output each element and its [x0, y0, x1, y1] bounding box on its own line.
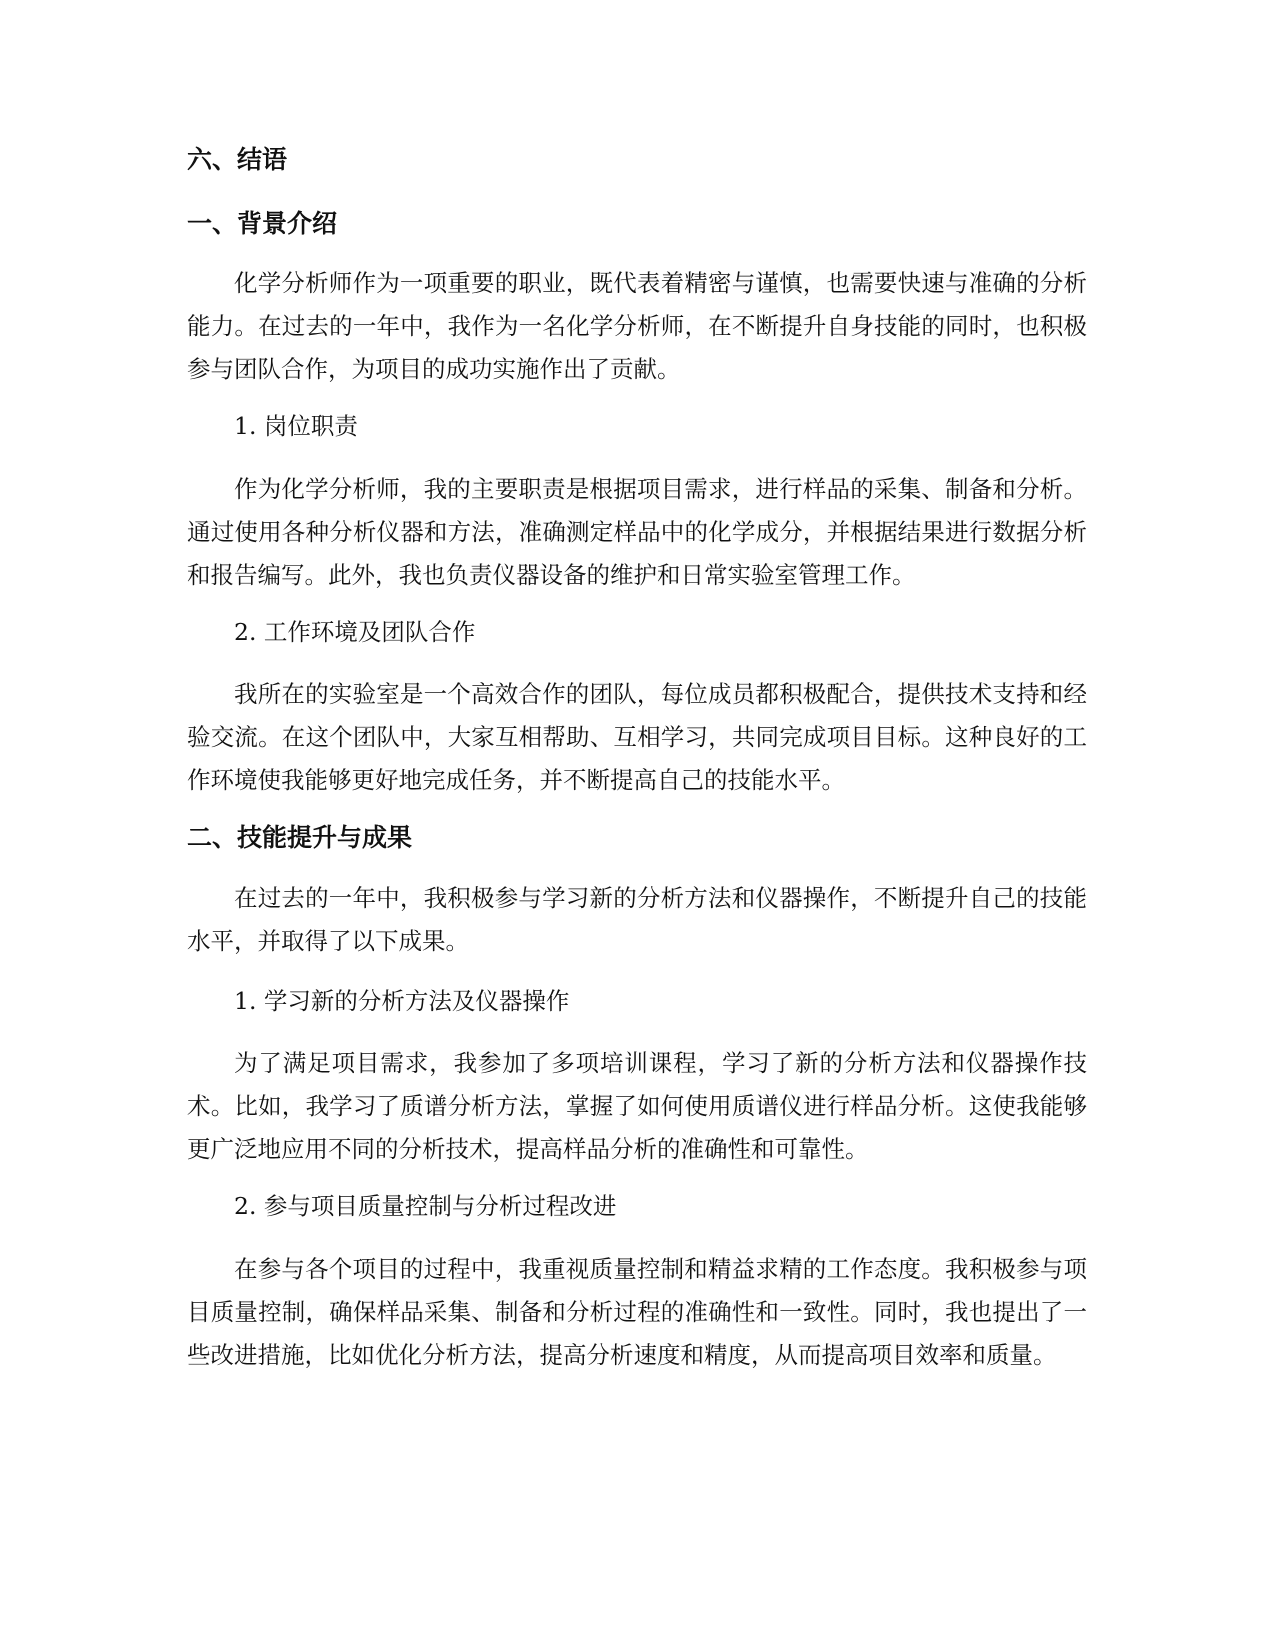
section-1-item-2-paragraph: 我所在的实验室是一个高效合作的团队，每位成员都积极配合，提供技术支持和经验交流。在这个团队中，大家互相帮助、互相学习，共同完成项目目标。这种良好的工作环境使我能够更好地完成任务，并不断提高自己的技能水平。 — [187, 680, 1087, 794]
section-2-item-2-title: 2. 参与项目质量控制与分析过程改进 — [234, 1192, 617, 1220]
section-1-intro-paragraph: 化学分析师作为一项重要的职业，既代表着精密与谨慎，也需要快速与准确的分析能力。在过去的一年中，我作为一名化学分析师，在不断提升自身技能的同时，也积极参与团队合作，为项目的成功实施作出了贡献。 — [187, 269, 1087, 383]
conclusion-heading: 六、结语 — [187, 145, 288, 174]
section-2-intro-paragraph: 在过去的一年中，我积极参与学习新的分析方法和仪器操作，不断提升自己的技能水平，并取得了以下成果。 — [187, 884, 1087, 955]
section-1-item-1-title: 1. 岗位职责 — [234, 412, 358, 440]
section-2-heading: 二、技能提升与成果 — [187, 823, 413, 852]
section-2-item-2-paragraph: 在参与各个项目的过程中，我重视质量控制和精益求精的工作态度。我积极参与项目质量控制，确保样品采集、制备和分析过程的准确性和一致性。同时，我也提出了一些改进措施，比如优化分析方法，提高分析速度和精度，从而提高项目效率和质量。 — [187, 1255, 1087, 1369]
section-1-item-2-title: 2. 工作环境及团队合作 — [234, 618, 476, 646]
section-2-item-1-paragraph: 为了满足项目需求，我参加了多项培训课程，学习了新的分析方法和仪器操作技术。比如，我学习了质谱分析方法，掌握了如何使用质谱仪进行样品分析。这使我能够更广泛地应用不同的分析技术，提高样品分析的准确性和可靠性。 — [187, 1049, 1087, 1163]
section-1-item-1-paragraph: 作为化学分析师，我的主要职责是根据项目需求，进行样品的采集、制备和分析。通过使用各种分析仪器和方法，准确测定样品中的化学成分，并根据结果进行数据分析和报告编写。此外，我也负责仪器设备的维护和日常实验室管理工作。 — [187, 475, 1087, 589]
section-2-item-1-title: 1. 学习新的分析方法及仪器操作 — [234, 987, 570, 1015]
section-1-heading: 一、背景介绍 — [187, 209, 338, 238]
